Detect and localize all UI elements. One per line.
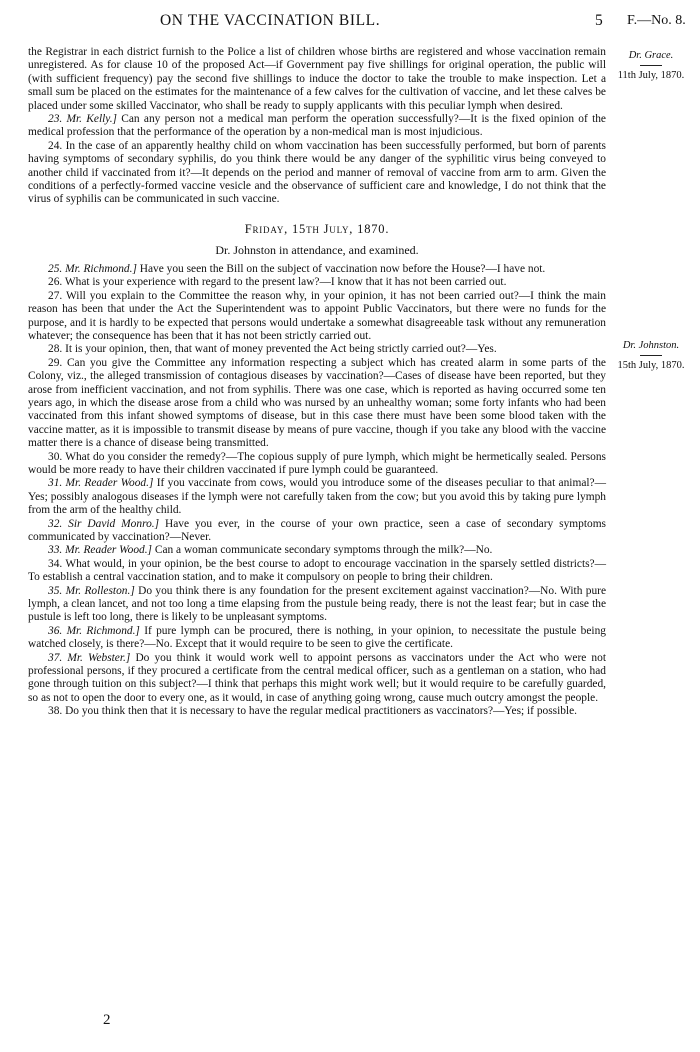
paragraph [28,343,606,356]
paragraph [28,140,606,207]
speaker-label: 36. Mr. Richmond.] [48,624,140,637]
paragraph-text: 34. What would, in your opinion, be the best course to adopt to encourage vaccination in the sparsely settled districts?—To establish a central vaccination station, and to make it compulsory on people to bring their children. [28,557,606,584]
paragraph-text: 28. It is your opinion, then, that want of money prevented the Act being strictly carried out?—Yes. [48,343,497,356]
paragraph [28,46,606,113]
margin-date: 15th July, 1870. [617,360,685,371]
date-heading: Friday, 15th July, 1870. [244,221,390,236]
margin-rule [640,65,662,66]
margin-note-johnston [611,340,691,371]
paragraph [28,625,606,652]
running-header [0,12,700,34]
paragraph-text: 26. What is your experience with regard to the present law?—I know that it has not been carried out. [48,276,507,289]
paragraph [28,477,606,517]
date-heading-day: Friday [244,221,285,236]
paragraph [28,585,606,625]
paragraph-text: Do you think it would work well to appoint persons as vaccinators under the Act who were not professional persons, if they procured a certificate from the central medical officer, such as a gentleman on a station, who had gone through tuition on this subject?—I think that perhaps this might work well; but it would require to be carefully guarded, so as not to open the door to every one, as it would, in case of anything going wrong, cause much outcry amongst the people. [28,651,606,704]
speaker-label: 32. Sir David Monro.] [48,517,160,530]
paragraph-text: If pure lymph can be procured, there is nothing, in your opinion, to necessitate the pustule being watched closely, is there?—No. Except that it would require to be seen to give the certificate. [28,624,606,651]
paragraph [28,113,606,140]
paragraph-text: Can any person not a medical man perform the operation successfully?—It is the fixed opinion of the medical profession that the performance of the operation by a non-medical man is most injudicious. [28,113,606,139]
paragraph-text: Have you ever, in the course of your own practice, seen a case of secondary symptoms communicated by vaccination?—Never. [28,517,606,543]
paragraph [28,544,606,557]
paragraph-text: Do you think there is any foundation for the present excitement against vaccination?—No. With pure lymph, a clean lancet, and not too long a time elapsing from the pustule being ready, there is not the least fear; but in case the pustule is left too long, there is likely to be unpleasant symptoms. [28,584,606,624]
paragraph-text: Can a woman communicate secondary symptoms through the milk?—No. [154,544,493,557]
speaker-label: 23. Mr. Kelly.] [48,113,117,126]
speaker-label: 31. Mr. Reader Wood.] [48,477,154,490]
paragraph-text: Have you seen the Bill on the subject of vaccination now before the House?—I have not. [139,262,546,275]
printer-signature: 2 [103,1012,111,1028]
paragraph [28,705,606,718]
paragraph [28,290,606,344]
margin-witness: Dr. Grace. [628,50,674,61]
paper-reference: F.—No. 8. [627,13,686,28]
paragraph-text: If you vaccinate from cows, would you introduce some of the diseases peculiar to that animal?—Yes; possibly analogous diseases if the lymph were not carefully taken from the cow; but you avoid this by taking pure lymph from the arm of the healthy child. [28,477,606,517]
paragraph [28,451,606,478]
paragraph-text: 27. Will you explain to the Committee the reason why, in your opinion, it has not been carried out?—I think the main reason has been that under the Act the Superintendent was to appoint Public Vaccinators, but there were no funds for the purpose, and it is hardly to be expected that persons would undertake a somewhat disagreeable task without any remuneration whatever; the consequence has been that it has not been strictly carried out. [28,289,606,342]
margin-note-grace [611,50,691,81]
speaker-label: 33. Mr. Reader Wood.] [48,544,152,557]
speaker-label: 25. Mr. Richmond.] [48,262,137,275]
paragraph-text: 29. Can you give the Committee any information respecting a subject which has created alarm in some parts of the Colony, viz., the alleged transmission of contagious diseases by vaccination?—Cases of disease have been reported, but they arose from inefficient vaccination, and not from syphilis. There was one case, which is reported as having occurred some ten years ago, in which the disease arose from a child who was nursed by an unhealthy woman; some forty infants who had been vaccinated from this infant showed symptoms of disease, but in this case there must have been some blood taken with the vaccine matter, as it is impossible to transmit disease by means of pure vaccine, though if you take any blood with the vaccine matter there is a chance of disease being transmitted. [28,356,606,450]
speaker-label: 35. Mr. Rolleston.] [48,584,135,597]
paragraph [28,652,606,706]
paragraph [28,558,606,585]
paragraph [28,518,606,545]
document-body [28,46,606,719]
margin-witness: Dr. Johnston. [622,340,680,351]
paragraph-text: 38. Do you think then that it is necessary to have the regular medical practitioners as vaccinators?—Yes; if possible. [48,705,578,718]
paragraph-text: the Registrar in each district furnish to the Police a list of children whose births are registered and whose vaccination remain unregistered. As for clause 10 of the proposed Act—if Government pay five shillings for original operation, the public will (with sufficient frequency) pay the second five shillings to induce the doctor to take the trouble to make inspection. Let a small sum be placed on the estimates for the maintenance of a few calves for the cultivation of vaccine, and let these calves be placed under some skilled Vaccinator, who shall be ready to supply applicants with this peculiar lymph when desired. [28,46,606,112]
paragraph [28,276,606,289]
page-number: 5 [595,12,603,29]
page-title: ON THE VACCINATION BILL. [160,12,381,29]
paragraph-text: 30. What do you consider the remedy?—The copious supply of pure lymph, which might be hermetically sealed. Persons would be more ready to have their children vaccinated if pure lymph could be guaranteed. [28,450,606,476]
attendance-line: Dr. Johnston in attendance, and examined. [215,242,419,257]
date-heading-date: 15th July [292,221,350,236]
paragraph [28,357,606,451]
paragraph [28,263,606,276]
margin-date: 11th July, 1870. [617,70,685,81]
margin-rule [640,355,662,356]
paragraph-text: 24. In the case of an apparently healthy child on whom vaccination has been successfully performed, but born of parents having symptoms of secondary syphilis, do you think there would be any danger of the syphilitic virus being conveyed to another child if vaccinated from it?—It depends on the period and manner of removal of vaccine from arm to arm. Given the conditions of a perfectly-formed vaccine vesicle and the observance of sufficient care and knowledge, I do not think that the virus of syphilis can be communicated in such vaccine. [28,139,606,206]
speaker-label: 37. Mr. Webster.] [48,651,131,664]
date-heading-year: , 1870. [349,221,390,236]
